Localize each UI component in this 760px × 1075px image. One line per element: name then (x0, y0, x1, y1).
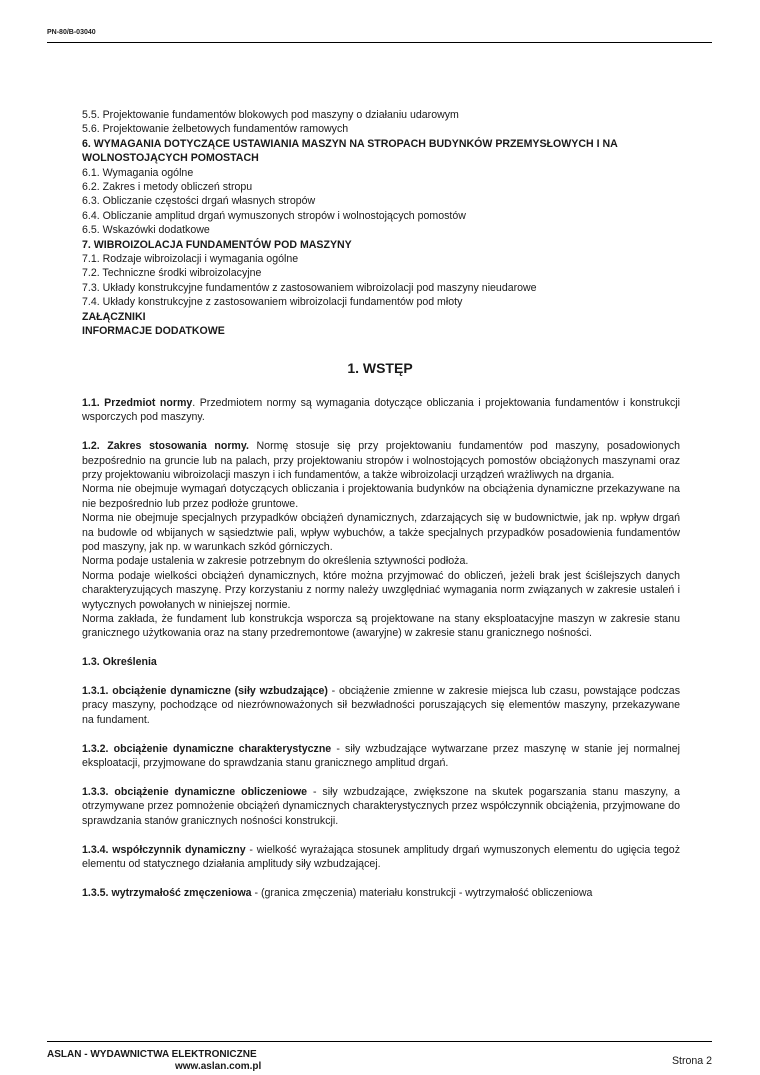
document-body (82, 396, 680, 900)
document-code: PN-80/B-03040 (47, 29, 96, 36)
toc-item: 6.1. Wymagania ogólne (82, 166, 194, 179)
subsection-title (82, 655, 680, 669)
definition (82, 785, 680, 828)
paragraph-text: Normę stosuje się przy projektowaniu fundamentów pod maszyny, posadowionych bezpośrednio na gruncie lub na palach, przy projektowaniu stropów i wolnostojących pomostów obciążonych maszynami oraz przy projektowaniu wibroizolacji maszyn i ich fundamentów, a także wibroizolacji urządzeń wrażliwych na drgania. (82, 440, 680, 482)
toc-item: 7.4. Układy konstrukcyjne z zastosowaniem wibroizolacji fundamentów pod młoty (82, 296, 463, 309)
table-of-contents (82, 108, 682, 339)
footer-publisher (47, 1049, 261, 1073)
toc-item: 5.5. Projektowanie fundamentów blokowych pod maszyny o działaniu udarowym (82, 109, 459, 121)
toc-item: 6.2. Zakres i metody obliczeń stropu (82, 181, 253, 194)
paragraph-1-2 (82, 439, 680, 482)
toc-item: 7. WIBROIZOLACJA FUNDAMENTÓW POD MASZYNY (82, 238, 352, 251)
paragraph: Norma podaje ustalenia w zakresie potrzebnym do określenia sztywności podłoża. (82, 555, 469, 568)
toc-item: 6.3. Obliczanie częstości drgań własnych stropów (82, 195, 316, 208)
definition-text: - (granica zmęczenia) materiału konstrukcji - wytrzymałość obliczeniowa (251, 886, 593, 899)
definition-term: 1.3.3. obciążenie dynamiczne obliczeniowe (82, 785, 308, 798)
toc-item: 5.6. Projektowanie żelbetowych fundamentów ramowych (82, 123, 349, 136)
definition-term: 1.3.4. współczynnik dynamiczny (82, 843, 246, 856)
paragraph-heading: 1.2. Zakres stosowania normy. (82, 440, 249, 453)
section-title: 1. WSTĘP (347, 360, 413, 376)
definition (82, 684, 680, 727)
toc-item: 6.4. Obliczanie amplitud drgań wymuszonych stropów i wolnostojących pomostów (82, 209, 466, 222)
definition (82, 843, 680, 872)
paragraph-1-1 (82, 396, 680, 425)
subsection-heading: 1.3. Określenia (82, 656, 157, 669)
publisher-name: ASLAN - WYDAWNICTWA ELEKTRONICZNE (47, 1049, 257, 1060)
definition-term: 1.3.2. obciążenie dynamiczne charakterystyczne (82, 742, 332, 755)
toc-item: INFORMACJE DODATKOWE (82, 325, 225, 338)
toc-item: 6.5. Wskazówki dodatkowe (82, 224, 210, 237)
definition-text: - siły wzbudzające wytwarzane przez maszynę w stanie jej normalnej eksploatacji, przyjmowane do sprawdzania stanu granicznego amplitud drgań. (82, 742, 680, 770)
definition (82, 886, 680, 900)
paragraph: Norma nie obejmuje wymagań dotyczących obliczania i projektowania budynków na obciążenia dynamiczne przekazywane na nie bezpośrednio lub przez podłoże gruntowe. (82, 483, 680, 510)
definition-text: - obciążenie zmienne w zakresie miejsca lub czasu, powstające podczas pracy maszyny, pochodzące od niezrównoważonych sił bezwładności poruszających się elementów maszyny, przekazywane na fundament. (82, 685, 680, 726)
toc-item: 7.2. Techniczne środki wibroizolacyjne (82, 267, 262, 280)
toc-item: 7.3. Układy konstrukcyjne fundamentów z zastosowaniem wibroizolacji pod maszyny nieudarowe (82, 281, 537, 294)
definition-text: - wielkość wyrażająca stosunek amplitudy drgań wymuszonych elementu do ugięcia tegoż elementu od statycznego działania amplitudy siły wzbudzającej. (82, 843, 680, 870)
toc-item: 7.1. Rodzaje wibroizolacji i wymagania ogólne (82, 253, 299, 266)
paragraph: Norma podaje wielkości obciążeń dynamicznych, które można przyjmować do obliczeń, jeżeli brak jest ściślejszych danych charakteryzujących maszynę. Przy korzystaniu z normy należy uwzględniać wymagania norm związanych w zakresie ustaleń i wytycznych powołanych w niniejszej normie. (82, 569, 680, 611)
paragraph-heading: 1.1. Przedmiot normy (82, 397, 193, 409)
paragraph: Norma nie obejmuje specjalnych przypadków obciążeń dynamicznych, zdarzających się w budownictwie, jak np. wpływ drgań na budowle od wbijanych w sąsiedztwie pali, wpływ wybuchów, a także specjalnych przypadków posadowienia fundamentów pod maszyny, jak np. w warunkach szkód górniczych. (82, 512, 680, 554)
definition-text: - siły wzbudzające, zwiększone na skutek pogarszania stanu maszyny, a otrzymywane przez pomnożenie obciążeń dynamicznych charakterystycznych przez współczynnik obciążenia, przyjmowane do sprawdzania stanów granicznych nośności konstrukcji. (82, 785, 680, 827)
toc-item: 6. WYMAGANIA DOTYCZĄCE USTAWIANIA MASZYN NA STROPACH BUDYNKÓW PRZEMYSŁOWYCH I NA WOLNOSTOJĄCYCH POMOSTACH (82, 137, 618, 165)
toc-item: ZAŁĄCZNIKI (82, 310, 146, 323)
paragraph-text: . Przedmiotem normy są wymagania dotyczące obliczania i projektowania fundamentów i konstrukcji wsporczych pod maszyny. (82, 397, 680, 424)
header-divider (47, 42, 712, 43)
paragraph: Norma zakłada, że fundament lub konstrukcja wsporcza są projektowane na stany eksploatacyjne maszyn w zakresie stanu granicznego użytkowania oraz na stany przedremontowe (awaryjne) w zakresie stanu granicznego nośności. (82, 613, 680, 640)
definition-term: 1.3.1. obciążenie dynamiczne (siły wzbudzające) (82, 685, 328, 698)
page-number: Strona 2 (671, 1055, 712, 1067)
definition (82, 742, 680, 771)
publisher-url: www.aslan.com.pl (175, 1061, 262, 1072)
footer-divider (47, 1041, 712, 1042)
definition-term: 1.3.5. wytrzymałość zmęczeniowa (82, 886, 252, 899)
